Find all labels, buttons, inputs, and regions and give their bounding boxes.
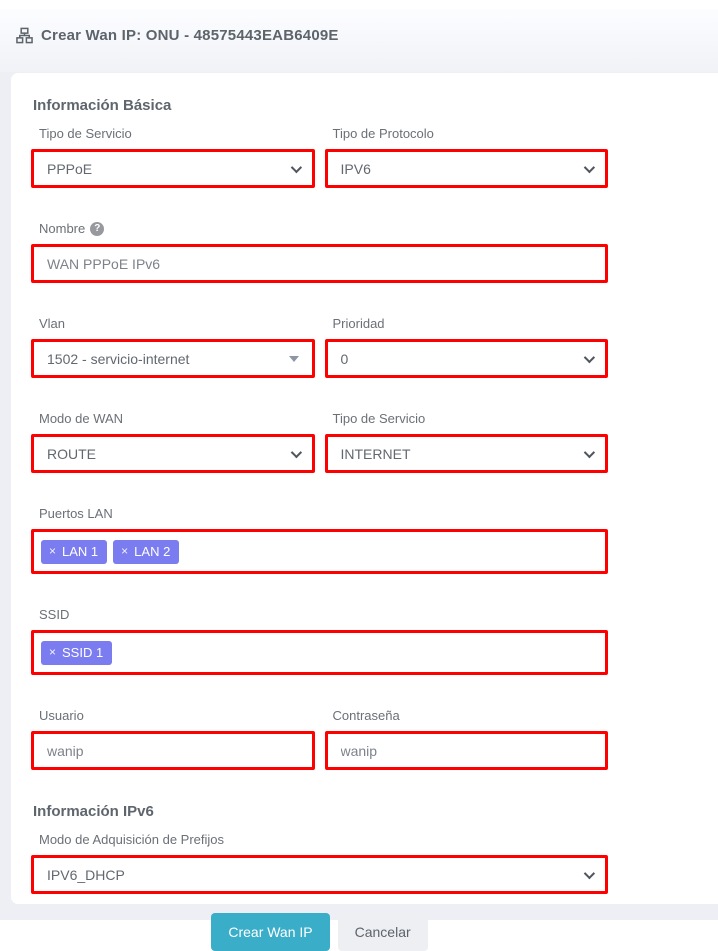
contrasena-input[interactable] [341,743,593,759]
sitemap-icon [16,27,33,44]
tipo-servicio-wan-label: Tipo de Servicio [332,411,426,426]
vlan-select[interactable] [31,339,315,378]
form-actions [31,913,608,951]
vlan-value: 1502 - servicio-internet [47,350,190,367]
remove-icon[interactable]: × [121,544,129,558]
tipo-protocolo-select[interactable] [325,149,609,188]
usuario-input[interactable] [47,743,299,759]
prioridad-select[interactable] [325,339,609,378]
usuario-label: Usuario [39,708,84,723]
modo-adquisicion-select[interactable] [31,855,608,894]
usuario-field-wrapper [31,731,315,770]
tipo-protocolo-label: Tipo de Protocolo [332,126,434,141]
modo-wan-select[interactable] [31,434,315,473]
contrasena-label: Contraseña [332,708,400,723]
tag-lan-1 [41,540,107,564]
chevron-down-icon [584,161,595,172]
tipo-servicio-select[interactable] [31,149,315,188]
remove-icon[interactable]: × [49,544,57,558]
tipo-protocolo-value: IPV6 [340,160,371,177]
wan-ip-form [31,126,608,770]
nombre-input[interactable] [47,256,592,272]
remove-icon[interactable]: × [49,645,57,659]
chevron-down-icon [584,446,595,457]
form-card [10,72,718,940]
tipo-servicio-wan-select[interactable] [325,434,609,473]
prioridad-value: 0 [340,350,349,367]
modo-wan-value: ROUTE [47,445,96,462]
section-ipv6-title: Información IPv6 [33,803,154,820]
create-wan-ip-button[interactable]: Crear Wan IP [211,913,329,951]
dropdown-arrow-icon [289,356,299,362]
ssid-multiselect[interactable] [31,630,608,675]
tag-lan-2 [113,540,179,564]
tag-label: LAN 1 [62,543,99,559]
chevron-down-icon [584,867,595,878]
tag-label: LAN 2 [134,543,171,559]
modal-header [0,9,718,72]
tag-ssid-1 [41,641,112,665]
modo-wan-label: Modo de WAN [39,411,124,426]
cancel-button[interactable]: Cancelar [338,913,428,951]
ssid-label: SSID [39,607,70,622]
chevron-down-icon [290,446,301,457]
vlan-label: Vlan [39,316,66,331]
chevron-down-icon [290,161,301,172]
chevron-down-icon [584,351,595,362]
contrasena-field-wrapper [325,731,609,770]
help-icon[interactable]: ? [90,222,104,236]
modo-adquisicion-value: IPV6_DHCP [47,866,125,883]
tipo-servicio-label: Tipo de Servicio [39,126,132,141]
modo-adquisicion-label: Modo de Adquisición de Prefijos [39,832,225,847]
page-title: Crear Wan IP: ONU - 48575443EAB6409E [41,27,339,44]
nombre-label: Nombre [39,221,86,236]
tipo-servicio-wan-value: INTERNET [340,445,411,462]
section-basic-title: Información Básica [33,97,172,114]
nombre-field-wrapper [31,244,608,283]
tipo-servicio-value: PPPoE [47,160,93,177]
prioridad-label: Prioridad [332,316,385,331]
puertos-lan-label: Puertos LAN [39,506,113,521]
puertos-lan-multiselect[interactable] [31,529,608,574]
tag-label: SSID 1 [62,644,104,660]
create-wan-ip-modal [0,9,718,940]
